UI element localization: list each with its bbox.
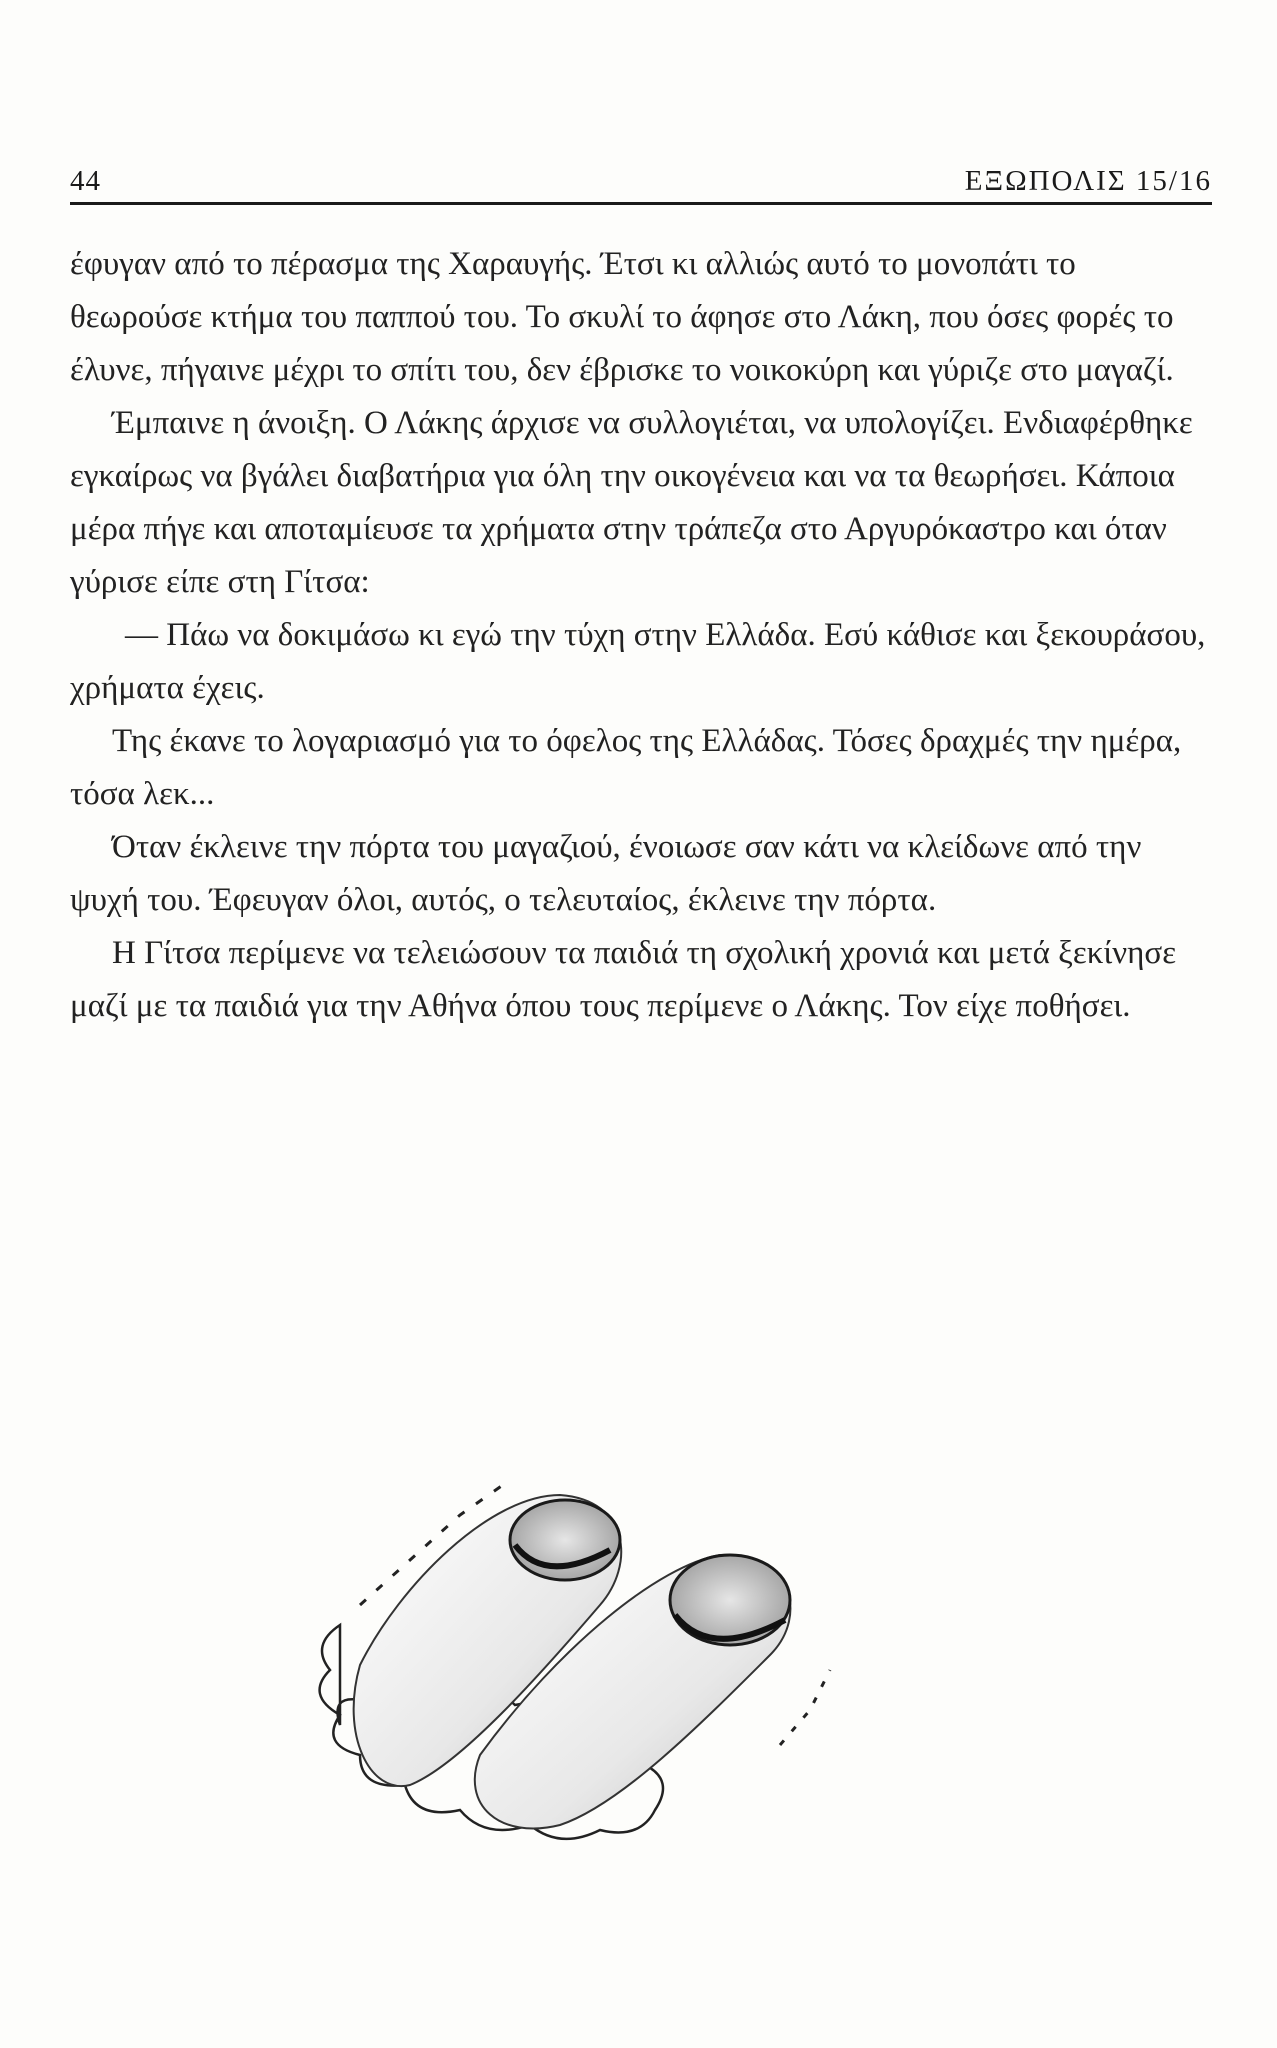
page-number: 44 [70,165,101,197]
paragraph: Της έκανε το λογαριασμό για το όφελος της Ελλάδας. Τόσες δραχμές την ημέρα, τόσα λεκ... [70,723,1182,812]
paragraph: Έμπαινε η άνοιξη. Ο Λάκης άρχισε να συλλογιέται, να υπολογίζει. Ενδιαφέρθηκε εγκαίρως να βγάλει διαβατήρια για όλη την οικογένεια και να τα θεωρήσει. Κάποια μέρα πήγε και αποταμίευσε τα χρήματα στην τράπεζα στο Αργυρόκαστρο και όταν γύρισε είπε στη Γίτσα: [70,405,1193,600]
slippers-on-cloud-icon [300,1475,1020,1935]
page-header [70,166,1212,205]
paragraph-continuation: έφυγαν από το πέρασμα της Χαραυγής. Έτσι κι αλλιώς αυτό το μονοπάτι το θεωρούσε κτήμα του παππού του. Το σκυλί το άφησε στο Λάκη, που όσες φορές το έλυνε, πήγαινε μέχρι το σπίτι του, δεν έβρισκε το νοικοκύρη και γύριζε στο μαγαζί. [70,246,1174,388]
paragraph: Η Γίτσα περίμενε να τελειώσουν τα παιδιά τη σχολική χρονιά και μετά ξεκίνησε μαζί με τα παιδιά για την Αθήνα όπου τους περίμενε ο Λάκης. Τον είχε ποθήσει. [70,935,1177,1024]
journal-issue-title: ΕΞΩΠΟΛΙΣ 15/16 [964,165,1212,197]
motion-dash-right [780,1670,830,1745]
illustration-drawing [300,1475,1020,1935]
article-body [70,238,1212,1033]
paragraph: Όταν έκλεινε την πόρτα του μαγαζιού, ένοιωσε σαν κάτι να κλείδωνε από την ψυχή του. Έφευγαν όλοι, αυτός, ο τελευταίος, έκλεινε την πόρτα. [70,829,1142,918]
dialogue-line: — Πάω να δοκιμάσω κι εγώ την τύχη στην Ελλάδα. Εσύ κάθισε και ξεκουράσου, χρήματα έχεις. [70,617,1206,706]
